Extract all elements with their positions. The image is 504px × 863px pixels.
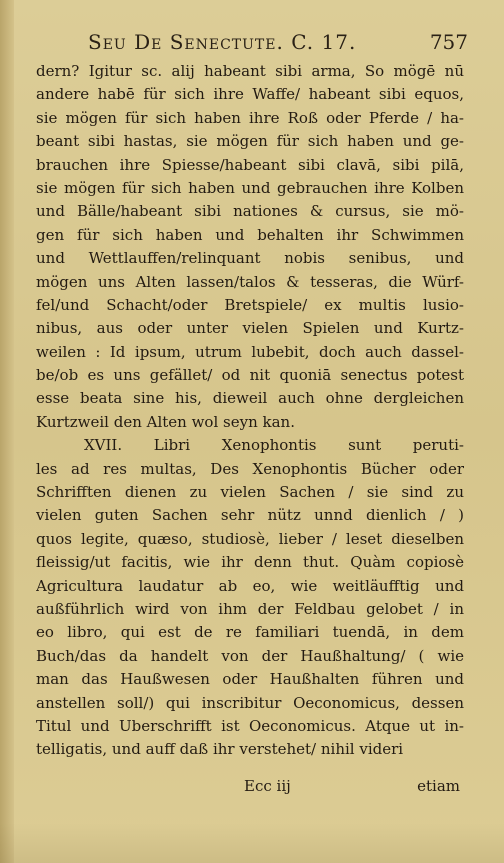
text-line: brauchen ihre Spiesse/habeant sibi clavā, sibi pilā, [36,155,464,174]
text-line: Schrifften dienen zu vielen Sachen / sie sind zu [36,483,464,502]
text-line: Buch/das da handelt von der Haußhaltung/ ( wie [36,646,464,665]
text-line: mögen uns Alten lassen/talos & tesseras, die Würf- [36,272,464,291]
text-line: Kurtzweil den Alten wol seyn kan. [36,412,295,431]
page-number: 757 [429,30,468,54]
section-start-line: XVII. Libri Xenophontis sunt peruti- [84,436,464,455]
text-line: be/ob es uns gefället/ od nit quoniā senectus potest [36,366,464,385]
signature-mark: Ecc iij [244,777,291,795]
text-line: vielen guten Sachen sehr nütz unnd dienlich / ) [36,506,464,525]
text-line: weilen : Id ipsum, utrum lubebit, doch auch dassel- [36,342,464,361]
text-line: anstellen soll/) qui inscribitur Oeconomicus, dessen [36,693,464,712]
text-line: eo libro, qui est de re familiari tuendā, in dem [36,623,464,642]
page-header [88,30,468,56]
text-line: gen für sich haben und behalten ihr Schwimmen [36,225,464,244]
text-line: beant sibi hastas, sie mögen für sich haben und ge- [36,132,464,151]
text-line: sie mögen für sich haben und gebrauchen ihre Kolben [36,178,464,197]
text-line: und Bälle/habeant sibi nationes & cursus, sie mö- [36,202,464,221]
page-shadow [0,823,504,863]
text-line: sie mögen für sich haben ihre Roß oder Pferde / ha- [36,108,464,127]
text-line: quos legite, quæso, studiosè, lieber / leset dieselben [36,529,464,548]
text-line: und Wettlauffen/relinquant nobis senibus, und [36,249,464,268]
text-line: Agricultura laudatur ab eo, wie weitläufftig und [36,576,464,595]
text-line: telligatis, und auff daß ihr verstehet/ nihil videri [36,740,404,759]
page-gutter [0,0,14,863]
text-line: fleissig/ut facitis, wie ihr denn thut. Quàm copiosè [36,553,464,572]
text-line: man das Haußwesen oder Haußhalten führen und [36,670,464,689]
running-head: Seu De Senectute. C. 17. [88,30,357,54]
text-line: nibus, aus oder unter vielen Spielen und Kurtz- [36,319,464,338]
text-line: dern? Igitur sc. alij habeant sibi arma, So mögē nū [36,62,464,80]
text-line: außführlich wird von ihm der Feldbau gelobet / in [36,599,464,618]
body-text [36,60,464,762]
text-line: esse beata sine his, dieweil auch ohne dergleichen [36,389,464,408]
text-line: Titul und Uberschrifft ist Oeconomicus. Atque ut in- [36,716,464,735]
page-footer [36,777,464,801]
text-line: andere habē für sich ihre Waffe/ habeant sibi equos, [36,85,464,104]
text-line: les ad res multas, Des Xenophontis Bücher oder [36,459,464,478]
catchword: etiam [417,777,460,795]
text-line: fel/und Schacht/oder Bretspiele/ ex multis lusio- [36,295,464,314]
